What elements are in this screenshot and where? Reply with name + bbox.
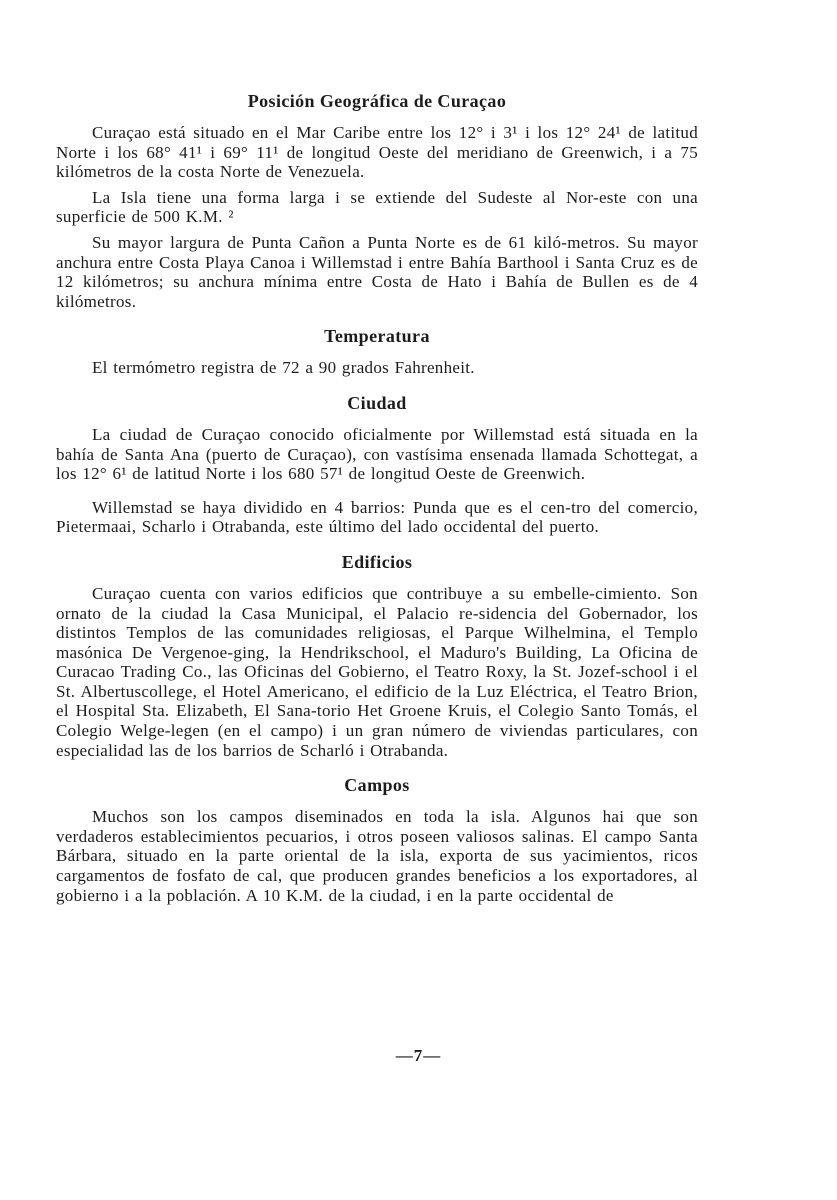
paragraph-posicion-3: Su mayor largura de Punta Cañon a Punta Norte es de 61 kiló-metros. Su mayor anchura entre Costa Playa Canoa i Willemstad i entre Bahía Barthool i Santa Cruz es de 12 kilómetros; su anchura mínima entre Costa de Hato i Bahía de Bullen es de 4 kilómetros. <box>56 232 698 311</box>
paragraph-temperatura-1: El termómetro registra de 72 a 90 grados Fahrenheit. <box>92 358 475 378</box>
page-number: —7— <box>395 1046 442 1065</box>
heading-posicion: Posición Geográfica de Curaçao <box>247 91 507 111</box>
page-body <box>56 88 698 911</box>
heading-campos: Campos <box>344 775 410 796</box>
paragraph-campos-1: Muchos son los campos diseminados en toda la isla. Algunos hai que son verdaderos establecimientos pecuarios, i otros poseen valiosos salinas. El campo Santa Bárbara, situado en la parte oriental de la isla, exporta de sus yacimientos, ricos cargamentos de fosfato de cal, que producen grandes beneficios a los exportadores, al gobierno i a la población. A 10 K.M. de la ciudad, i en la parte occidental de <box>56 807 698 905</box>
heading-temperatura: Temperatura <box>324 326 430 347</box>
heading-ciudad: Ciudad <box>347 392 407 413</box>
paragraph-ciudad-1: La ciudad de Curaçao conocido oficialmente por Willemstad está situada en la bahía de Santa Ana (puerto de Curaçao), con vastísima ensenada llamada Schottegat, a los 12° 6¹ de latitud Norte i los 680 57¹ de longitud Oeste de Greenwich. <box>56 424 698 484</box>
paragraph-posicion-2: La Isla tiene una forma larga i se extiende del Sudeste al Nor-este con una superficie de 500 K.M. ² <box>56 187 698 227</box>
paragraph-posicion-1: Curaçao está situado en el Mar Caribe entre los 12° i 3¹ i los 12° 24¹ de latitud Norte i los 68° 41¹ i 69° 11¹ de longitud Oeste del meridiano de Greenwich, i a 75 kilómetros de la costa Norte de Venezuela. <box>56 123 698 182</box>
paragraph-edificios-1: Curaçao cuenta con varios edificios que contribuye a su embelle-cimiento. Son ornato de la ciudad la Casa Municipal, el Palacio re-sidencia del Gobernador, los distintos Templos de las comunidades religiosas, el Parque Wilhelmina, el Templo masónica De Vergenoe-ging, la Hendrikschool, el Maduro's Building, La Oficina de Curacao Trading Co., las Oficinas del Gobierno, el Teatro Roxy, la St. Jozef-school i el St. Albertuscollege, el Hotel Americano, el edificio de la Luz Eléctrica, el Teatro Brion, el Hospital Sta. Elizabeth, El Sana-torio Het Groene Kruis, el Colegio Santo Tomás, el Colegio Welge-legen (en el campo) i un gran número de viviendas particulares, con especialidad las de los barrios de Scharló i Otrabanda. <box>56 583 698 760</box>
heading-edificios: Edificios <box>341 551 413 572</box>
paragraph-ciudad-2: Willemstad se haya dividido en 4 barrios: Punda que es el cen-tro del comercio, Pietermaai, Scharlo i Otrabanda, este último del lado occidental del puerto. <box>56 497 698 537</box>
